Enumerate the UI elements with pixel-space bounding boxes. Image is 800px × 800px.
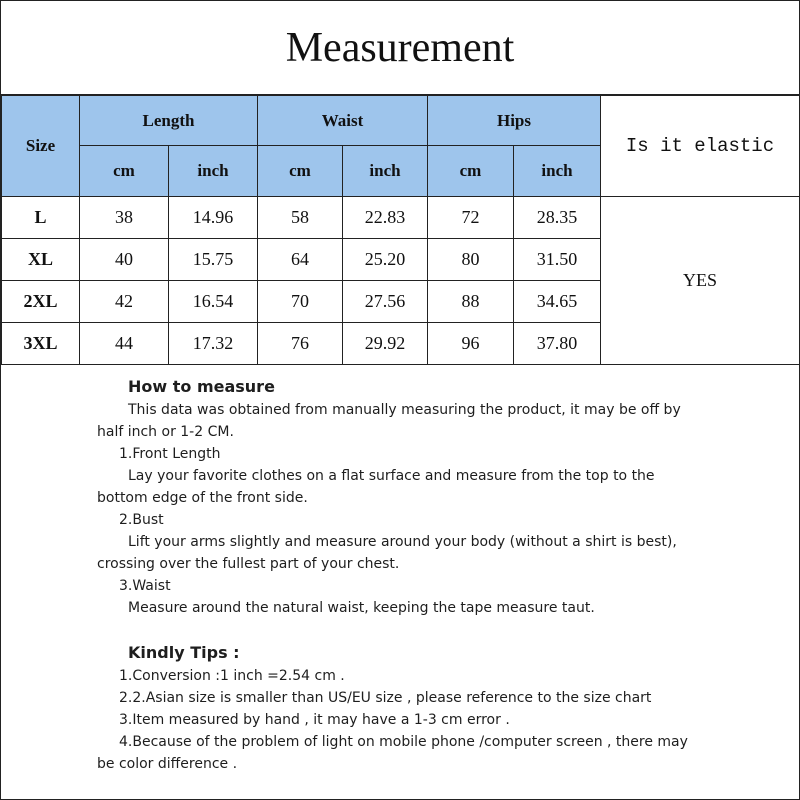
value-cell: 28.35 bbox=[514, 197, 601, 239]
how-to-heading: How to measure bbox=[128, 377, 275, 396]
value-cell: 29.92 bbox=[343, 323, 428, 365]
value-cell: 80 bbox=[428, 239, 514, 281]
tips-heading: Kindly Tips : bbox=[128, 643, 240, 662]
tip-item: 2.2.Asian size is smaller than US/EU size , please reference to the size chart bbox=[119, 690, 652, 706]
intro-text: This data was obtained from manually measuring the product, it may be off by bbox=[128, 402, 681, 418]
value-cell: 31.50 bbox=[514, 239, 601, 281]
step-text: Lay your favorite clothes on a flat surface and measure from the top to the bbox=[128, 468, 655, 484]
value-cell: 37.80 bbox=[514, 323, 601, 365]
value-cell: 40 bbox=[80, 239, 169, 281]
unit-header: inch bbox=[343, 146, 428, 197]
value-cell: 58 bbox=[258, 197, 343, 239]
value-cell: 38 bbox=[80, 197, 169, 239]
unit-header: inch bbox=[169, 146, 258, 197]
value-cell: 88 bbox=[428, 281, 514, 323]
unit-header: cm bbox=[258, 146, 343, 197]
size-cell: 3XL bbox=[2, 323, 80, 365]
step-text: Measure around the natural waist, keeping the tape measure taut. bbox=[128, 600, 595, 616]
value-cell: 16.54 bbox=[169, 281, 258, 323]
value-cell: 14.96 bbox=[169, 197, 258, 239]
measurement-notes bbox=[97, 375, 737, 775]
value-cell: 27.56 bbox=[343, 281, 428, 323]
unit-header: inch bbox=[514, 146, 601, 197]
value-cell: 64 bbox=[258, 239, 343, 281]
size-cell: XL bbox=[2, 239, 80, 281]
waist-header: Waist bbox=[258, 96, 428, 146]
step-text: Lift your arms slightly and measure around your body (without a shirt is best), bbox=[128, 534, 677, 550]
value-cell: 34.65 bbox=[514, 281, 601, 323]
elastic-value-cell: YES bbox=[601, 197, 800, 365]
value-cell: 70 bbox=[258, 281, 343, 323]
value-cell: 15.75 bbox=[169, 239, 258, 281]
value-cell: 17.32 bbox=[169, 323, 258, 365]
value-cell: 96 bbox=[428, 323, 514, 365]
size-table bbox=[1, 95, 800, 365]
value-cell: 42 bbox=[80, 281, 169, 323]
value-cell: 22.83 bbox=[343, 197, 428, 239]
value-cell: 25.20 bbox=[343, 239, 428, 281]
step-label: 3.Waist bbox=[119, 578, 171, 594]
tip-item: be color difference . bbox=[97, 756, 238, 772]
table-row bbox=[2, 197, 800, 239]
value-cell: 44 bbox=[80, 323, 169, 365]
unit-header: cm bbox=[80, 146, 169, 197]
tip-item: 3.Item measured by hand , it may have a 1-3 cm error . bbox=[119, 712, 510, 728]
tip-item: 4.Because of the problem of light on mobile phone /computer screen , there may bbox=[119, 734, 688, 750]
page-title: Measurement bbox=[1, 1, 799, 95]
size-cell: L bbox=[2, 197, 80, 239]
intro-text: half inch or 1-2 CM. bbox=[97, 424, 234, 440]
unit-header: cm bbox=[428, 146, 514, 197]
value-cell: 72 bbox=[428, 197, 514, 239]
step-text: bottom edge of the front side. bbox=[97, 490, 308, 506]
step-label: 1.Front Length bbox=[119, 446, 221, 462]
hips-header: Hips bbox=[428, 96, 601, 146]
step-label: 2.Bust bbox=[119, 512, 164, 528]
tip-item: 1.Conversion :1 inch =2.54 cm . bbox=[119, 668, 345, 684]
elastic-header: Is it elastic bbox=[601, 96, 800, 197]
step-text: crossing over the fullest part of your chest. bbox=[97, 556, 400, 572]
size-header: Size bbox=[2, 96, 80, 197]
size-cell: 2XL bbox=[2, 281, 80, 323]
length-header: Length bbox=[80, 96, 258, 146]
value-cell: 76 bbox=[258, 323, 343, 365]
